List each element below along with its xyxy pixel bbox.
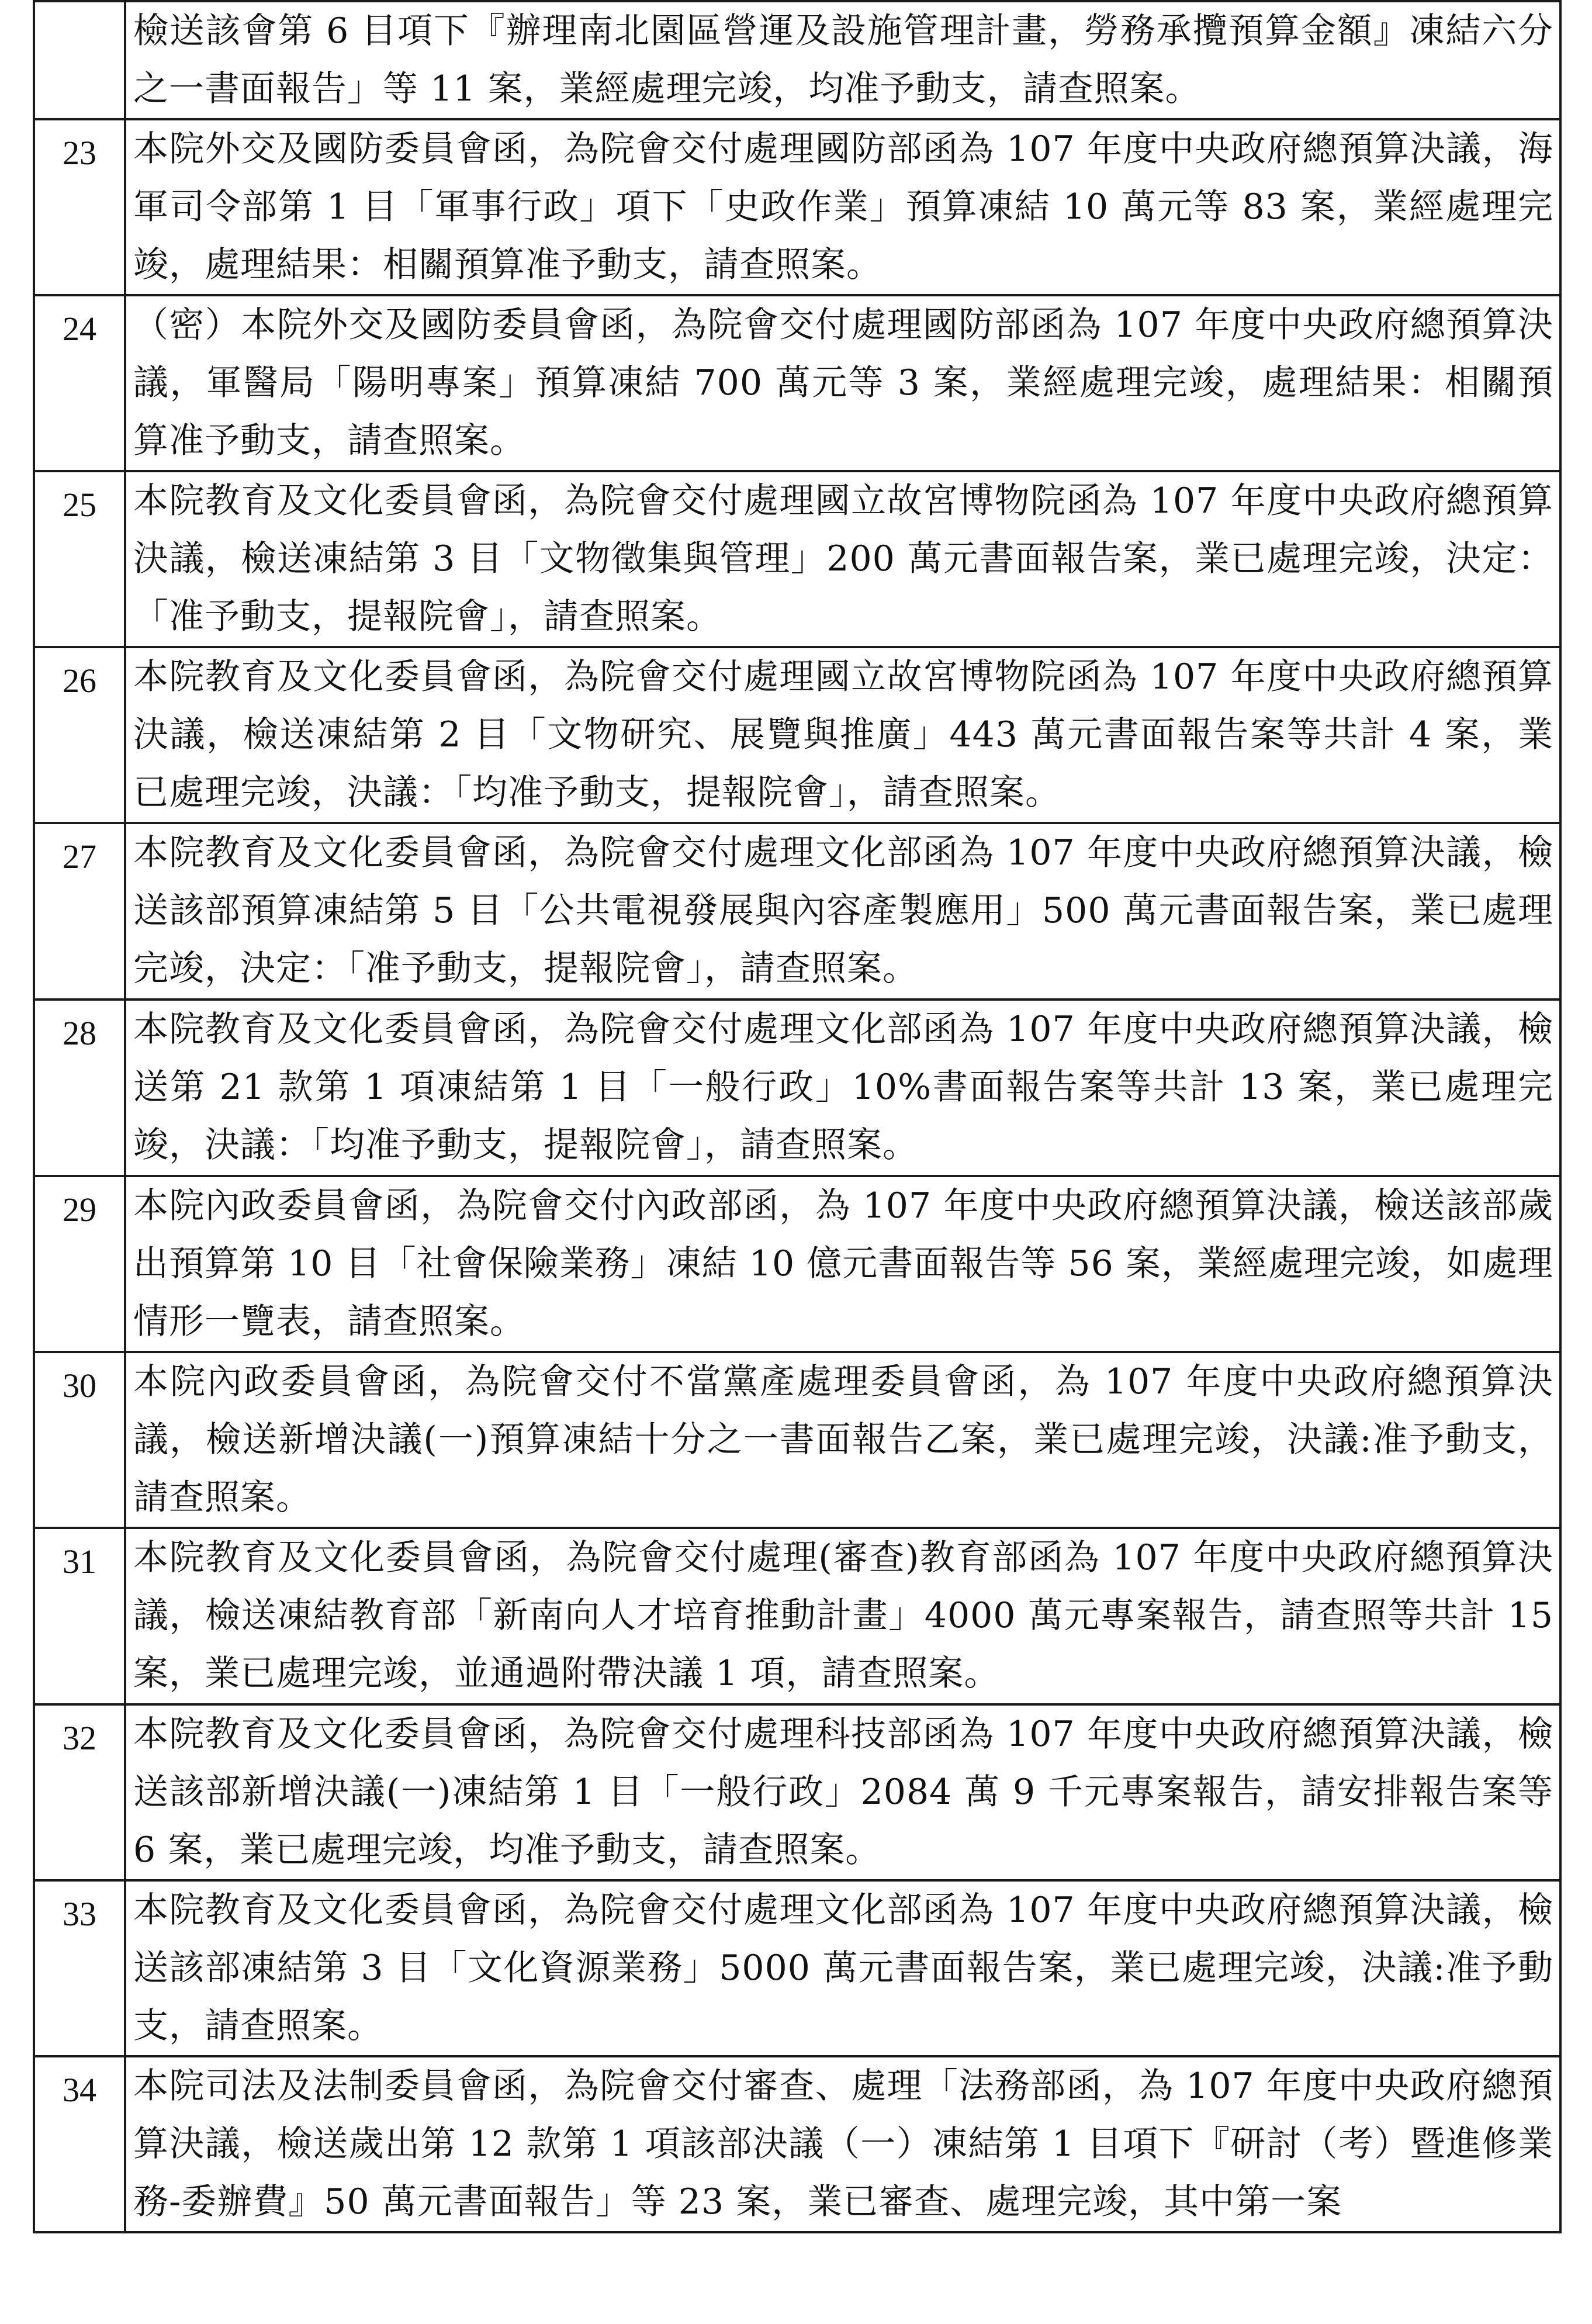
table-row (34, 1880, 1560, 2056)
item-text: 檢送該會第 6 目項下『辦理南北園區營運及設施管理計畫，勞務承攬預算金額』凍結六分之一書面報告」等 11 案，業經處理完竣，均准予動支，請查照案。 (125, 1, 1560, 119)
item-text: 本院教育及文化委員會函，為院會交付處理科技部函為 107 年度中央政府總預算決議，檢送該部新增決議(一)凍結第 1 目「一般行政」2084 萬 9 千元專案報告，請安排報告案等 6 案，業已處理完竣，均准予動支，請查照案。 (125, 1704, 1560, 1880)
table-row (34, 119, 1560, 295)
item-number: 26 (34, 647, 125, 823)
table-row (34, 823, 1560, 1000)
item-text: 本院司法及法制委員會函，為院會交付審查、處理「法務部函，為 107 年度中央政府總預算決議，檢送歲出第 12 款第 1 項該部決議（一）凍結第 1 目項下『研討（考）暨進修業務-委辦費』50 萬元書面報告」等 23 案，業已審查、處理完竣，其中第一案 (125, 2056, 1560, 2232)
table-row (34, 1352, 1560, 1528)
item-number: 23 (34, 119, 125, 295)
item-text: 本院教育及文化委員會函，為院會交付處理文化部函為 107 年度中央政府總預算決議，檢送第 21 款第 1 項凍結第 1 目「一般行政」10%書面報告案等共計 13 案，業已處理完竣，決議：「均准予動支，提報院會」，請查照案。 (125, 1000, 1560, 1176)
item-number: 31 (34, 1528, 125, 1704)
item-text: 本院教育及文化委員會函，為院會交付處理(審查)教育部函為 107 年度中央政府總預算決議，檢送凍結教育部「新南向人才培育推動計畫」4000 萬元專案報告，請查照等共計 15 案，業已處理完竣，並通過附帶決議 1 項，請查照案。 (125, 1528, 1560, 1704)
item-text: 本院教育及文化委員會函，為院會交付處理文化部函為 107 年度中央政府總預算決議，檢送該部凍結第 3 目「文化資源業務」5000 萬元書面報告案，業已處理完竣，決議:准予動支，請查照案。 (125, 1880, 1560, 2056)
item-number: 25 (34, 471, 125, 647)
table-row (34, 2056, 1560, 2232)
item-number: 24 (34, 295, 125, 471)
table-row (34, 1000, 1560, 1176)
item-number: 33 (34, 1880, 125, 2056)
item-text: 本院教育及文化委員會函，為院會交付處理文化部函為 107 年度中央政府總預算決議，檢送該部預算凍結第 5 目「公共電視發展與內容產製應用」500 萬元書面報告案，業已處理完竣，決定：「准予動支，提報院會」，請查照案。 (125, 823, 1560, 1000)
table-row (34, 1528, 1560, 1704)
item-number: 34 (34, 2056, 125, 2232)
item-text: （密）本院外交及國防委員會函，為院會交付處理國防部函為 107 年度中央政府總預算決議，軍醫局「陽明專案」預算凍結 700 萬元等 3 案，業經處理完竣，處理結果：相關預算准予動支，請查照案。 (125, 295, 1560, 471)
item-text: 本院外交及國防委員會函，為院會交付處理國防部函為 107 年度中央政府總預算決議，海軍司令部第 1 目「軍事行政」項下「史政作業」預算凍結 10 萬元等 83 案，業經處理完竣，處理結果：相關預算准予動支，請查照案。 (125, 119, 1560, 295)
item-number: 29 (34, 1176, 125, 1352)
table-row (34, 647, 1560, 823)
table-row (34, 471, 1560, 647)
table-row (34, 1176, 1560, 1352)
item-text: 本院教育及文化委員會函，為院會交付處理國立故宮博物院函為 107 年度中央政府總預算決議，檢送凍結第 2 目「文物研究、展覽與推廣」443 萬元書面報告案等共計 4 案，業已處理完竣，決議：「均准予動支，提報院會」，請查照案。 (125, 647, 1560, 823)
item-number: 28 (34, 1000, 125, 1176)
item-number: 30 (34, 1352, 125, 1528)
item-text: 本院內政委員會函，為院會交付內政部函，為 107 年度中央政府總預算決議，檢送該部歲出預算第 10 目「社會保險業務」凍結 10 億元書面報告等 56 案，業經處理完竣，如處理情形一覽表，請查照案。 (125, 1176, 1560, 1352)
item-number: 27 (34, 823, 125, 1000)
item-number (34, 1, 125, 119)
document-page (33, 0, 1559, 2324)
table-row (34, 1, 1560, 119)
table-row (34, 295, 1560, 471)
item-number: 32 (34, 1704, 125, 1880)
agenda-table (33, 0, 1562, 2233)
item-text: 本院教育及文化委員會函，為院會交付處理國立故宮博物院函為 107 年度中央政府總預算決議，檢送凍結第 3 目「文物徵集與管理」200 萬元書面報告案，業已處理完竣，決定：「准予動支，提報院會」，請查照案。 (125, 471, 1560, 647)
item-text: 本院內政委員會函，為院會交付不當黨產處理委員會函，為 107 年度中央政府總預算決議，檢送新增決議(一)預算凍結十分之一書面報告乙案，業已處理完竣，決議:准予動支，請查照案。 (125, 1352, 1560, 1528)
table-row (34, 1704, 1560, 1880)
